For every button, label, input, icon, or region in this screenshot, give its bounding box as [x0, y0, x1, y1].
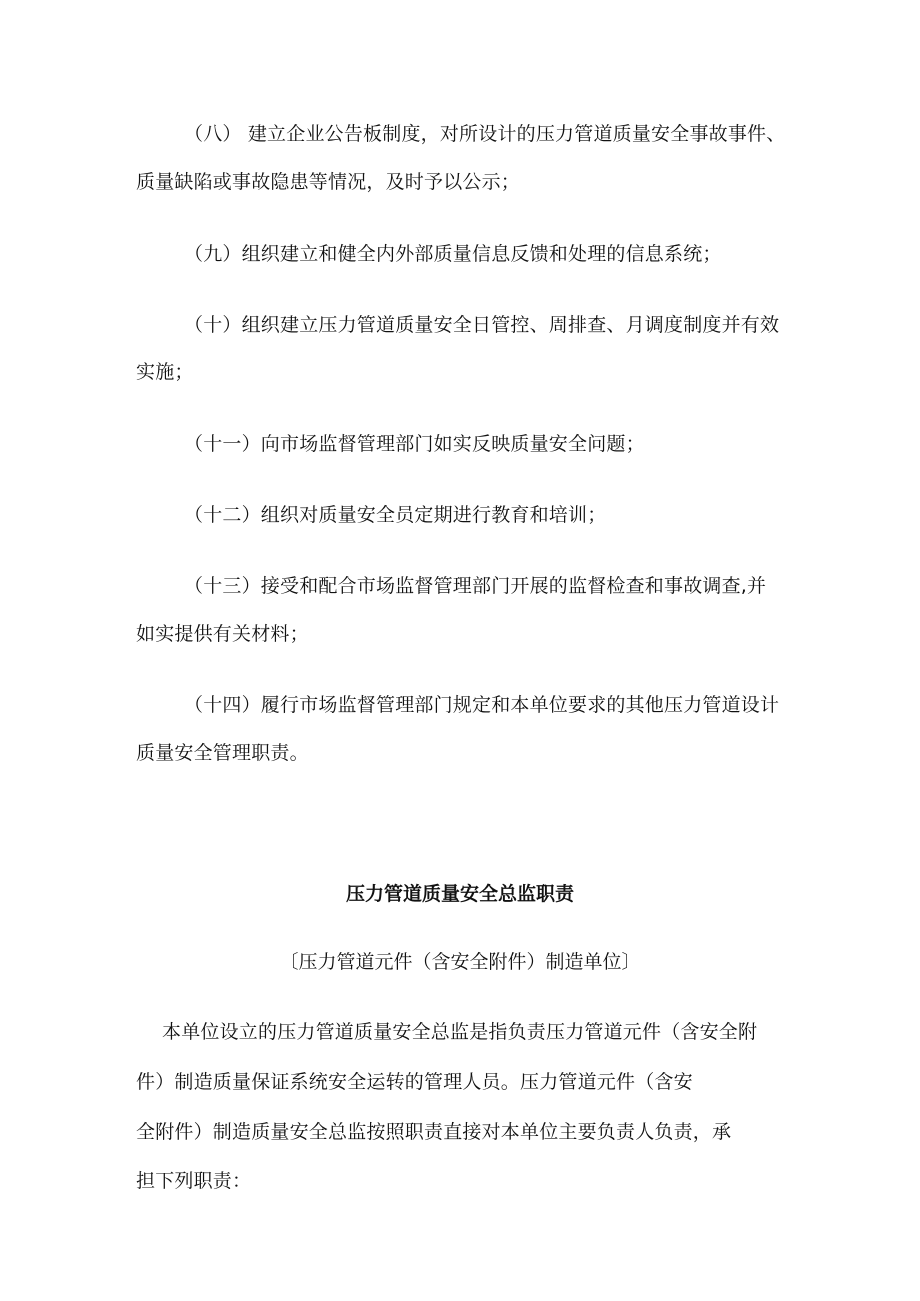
intro-line-3: 全附件）制造质量安全总监按照职责直接对本单位主要负责人负责，承 [136, 1121, 732, 1143]
item-10-line-1: （十）组织建立压力管道质量安全日管控、周排查、月调度制度并有效 [184, 314, 780, 336]
item-11-line-1: （十一）向市场监督管理部门如实反映质量安全问题； [184, 433, 645, 455]
item-8-line-1: （八） 建立企业公告板制度，对所设计的压力管道质量安全事故事件、 [184, 123, 786, 145]
intro-line-2: 件）制造质量保证系统安全运转的管理人员。压力管道元件（含安 [136, 1071, 693, 1093]
section-title: 压力管道质量安全总监职责 [345, 883, 574, 905]
item-10-line-2: 实施； [136, 361, 194, 383]
intro-line-1: 本单位设立的压力管道质量安全总监是指负责压力管道元件（含安全附 [162, 1021, 758, 1043]
item-14-line-2: 质量安全管理职责。 [136, 742, 309, 764]
item-12-line-1: （十二）组织对质量安全员定期进行教育和培训； [184, 504, 607, 526]
item-14-line-1: （十四）履行市场监督管理部门规定和本单位要求的其他压力管道设计 [184, 694, 780, 716]
item-9-line-1: （九）组织建立和健全内外部质量信息反馈和处理的信息系统； [184, 243, 722, 265]
section-subtitle: 〔压力管道元件（含安全附件）制造单位〕 [279, 951, 641, 973]
item-8-line-2: 质量缺陷或事故隐患等情况，及时予以公示； [136, 171, 521, 193]
item-13-line-2: 如实提供有关材料； [136, 623, 309, 645]
intro-line-4: 担下列职责： [136, 1170, 252, 1192]
item-13-line-1: （十三）接受和配合市场监督管理部门开展的监督检查和事故调查,并 [184, 575, 767, 597]
